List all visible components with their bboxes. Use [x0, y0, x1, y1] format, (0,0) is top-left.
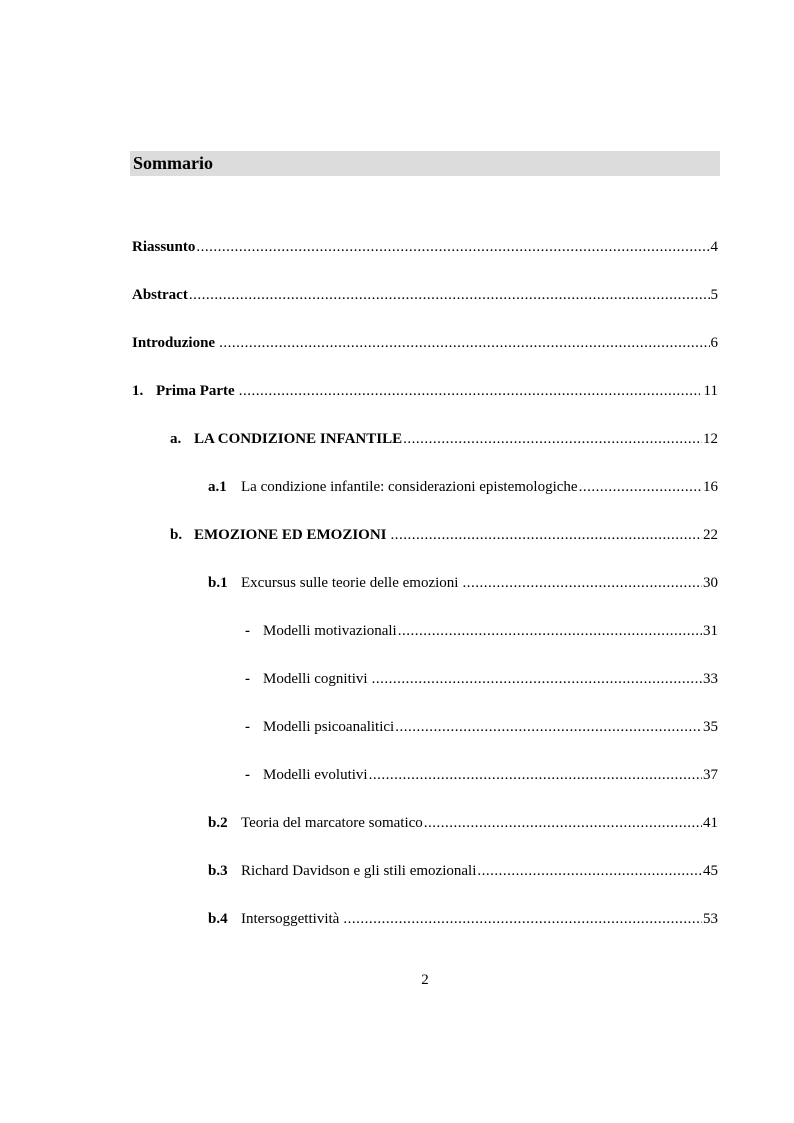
dot-leader: [477, 862, 702, 880]
toc-entry-page: 45: [703, 863, 718, 879]
toc-entry-prima-parte[interactable]: [132, 380, 718, 400]
toc-entry-label: Riassunto: [132, 239, 196, 255]
toc-entry-bullet: -: [245, 671, 250, 687]
dot-leader: [219, 334, 709, 352]
dot-leader: [391, 526, 702, 544]
toc-entry-introduzione[interactable]: [132, 332, 718, 352]
toc-entry-number: b.2: [208, 815, 228, 831]
toc-entry-number: b.3: [208, 863, 228, 879]
toc-entry-page: 41: [703, 815, 718, 831]
toc-entry-number: b.: [170, 527, 183, 543]
toc-entry-davidson[interactable]: [208, 860, 718, 880]
toc-entry-page: 11: [703, 383, 718, 399]
toc-entry-label: Richard Davidson e gli stili emozionali: [241, 863, 477, 879]
dot-leader: [343, 910, 702, 928]
toc-entry-considerazioni[interactable]: [208, 476, 718, 496]
toc-entry-page: 53: [703, 911, 718, 927]
dot-leader: [196, 238, 709, 256]
dot-leader: [395, 718, 702, 736]
toc-entry-marcatore[interactable]: [208, 812, 718, 832]
toc-entry-intersoggettivita[interactable]: [208, 908, 718, 928]
toc-entry-abstract[interactable]: [132, 284, 718, 304]
toc-entry-psicoanalitici[interactable]: [245, 716, 718, 736]
toc-entry-bullet: -: [245, 767, 250, 783]
dot-leader: [424, 814, 702, 832]
toc-entry-emozione[interactable]: [170, 524, 718, 544]
toc-entry-label: Modelli psicoanalitici: [263, 719, 395, 735]
toc-entry-cognitivi[interactable]: [245, 668, 718, 688]
toc-entry-page: 5: [710, 287, 718, 303]
toc-entry-page: 33: [703, 671, 718, 687]
toc-entry-page: 12: [703, 431, 718, 447]
toc-entry-label: Prima Parte: [156, 383, 235, 399]
toc-entry-excursus[interactable]: [208, 572, 718, 592]
toc-entry-label: Introduzione: [132, 335, 216, 351]
toc-entry-riassunto[interactable]: [132, 236, 718, 256]
toc-entry-page: 37: [703, 767, 718, 783]
toc-entry-label: Modelli motivazionali: [263, 623, 397, 639]
dot-leader: [462, 574, 702, 592]
toc-heading: Sommario: [133, 153, 213, 173]
toc-entry-bullet: -: [245, 623, 250, 639]
dot-leader: [239, 382, 700, 400]
toc-entry-page: 22: [703, 527, 718, 543]
toc-entry-label: LA CONDIZIONE INFANTILE: [194, 431, 403, 447]
toc-entry-number: b.1: [208, 575, 228, 591]
dot-leader: [403, 430, 702, 448]
toc-entry-label: Abstract: [132, 287, 188, 303]
toc-entry-label: Teoria del marcatore somatico: [241, 815, 423, 831]
toc-entry-label: Modelli evolutivi: [263, 767, 368, 783]
toc-entry-motivazionali[interactable]: [245, 620, 718, 640]
toc-entry-page: 35: [703, 719, 718, 735]
toc-entry-label: Intersoggettività: [241, 911, 340, 927]
toc-entry-number: a.1: [208, 479, 227, 495]
dot-leader: [579, 478, 702, 496]
page-number: 2: [421, 972, 429, 988]
dot-leader: [189, 286, 710, 304]
toc-heading-bar: [130, 151, 720, 176]
toc-entry-page: 6: [710, 335, 718, 351]
toc-entry-page: 16: [703, 479, 718, 495]
dot-leader: [369, 766, 702, 784]
toc-entry-bullet: -: [245, 719, 250, 735]
dot-leader: [372, 670, 702, 688]
toc-entry-number: 1.: [132, 383, 144, 399]
toc-entry-page: 4: [710, 239, 718, 255]
toc-entry-label: La condizione infantile: considerazioni epistemologiche: [241, 479, 578, 495]
toc-entry-number: b.4: [208, 911, 228, 927]
toc-entry-condizione-infantile[interactable]: [170, 428, 718, 448]
toc-entry-label: EMOZIONE ED EMOZIONI: [194, 527, 387, 543]
toc-entry-label: Excursus sulle teorie delle emozioni: [241, 575, 459, 591]
toc-entry-label: Modelli cognitivi: [263, 671, 368, 687]
dot-leader: [398, 622, 702, 640]
toc-entry-page: 31: [703, 623, 718, 639]
toc-entry-number: a.: [170, 431, 182, 447]
toc-entry-evolutivi[interactable]: [245, 764, 718, 784]
toc-entry-page: 30: [703, 575, 718, 591]
